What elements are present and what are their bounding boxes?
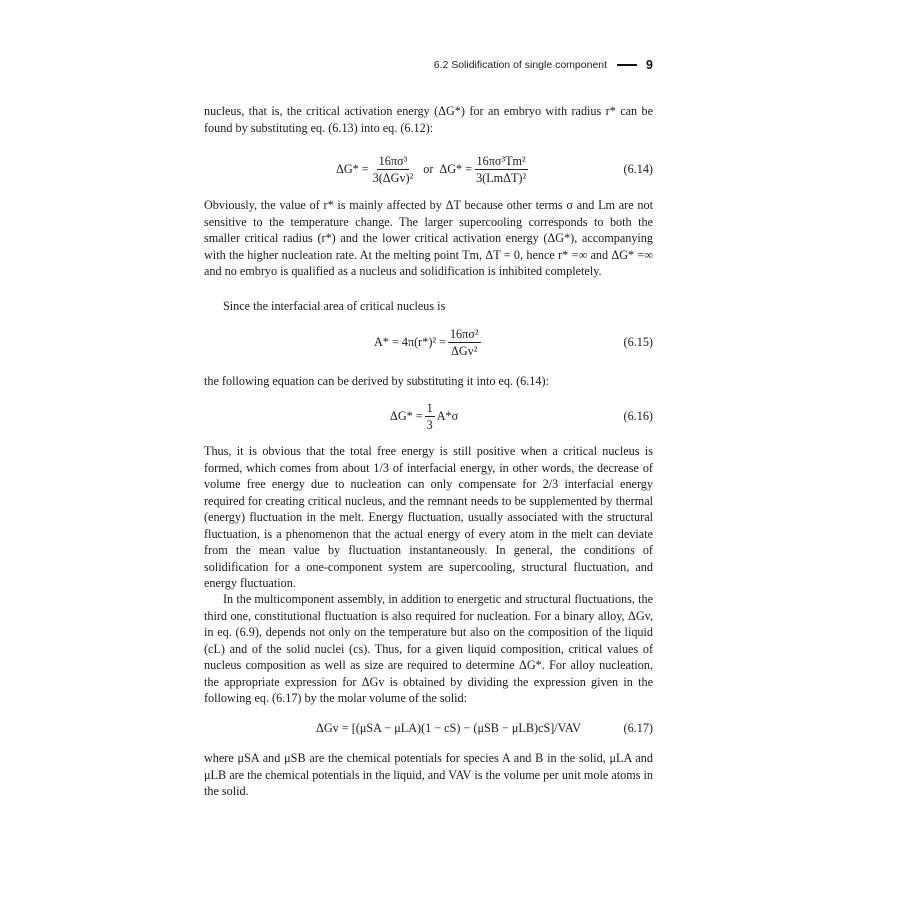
eq615-frac [448,327,481,358]
equation-6-14 [204,149,653,189]
equation-6-17-math [316,721,581,736]
equation-6-15 [204,322,653,362]
eq616-num: 1 [426,400,433,415]
page-number: 9 [646,58,653,72]
equation-number: (6.14) [623,161,653,176]
section-title: 6.2 Solidification of single component [433,59,608,71]
eq614-connector: or [423,161,434,176]
eq614-lhs2: ΔG* = [439,161,473,176]
paragraph-5: Thus, it is obvious that the total free energy is still positive when a critical nucleus is formed, which comes from about 1/3 of interfacial energy, in other words, the decrease of volume free energy due to nucleation can only compensate for 2/3 interfacial energy required for creating critical nucleus, and the remnant needs to be supplemented by thermal (energy) fluctuation in the melt. Energy fluctuation, usually associated with the structural fluctuation, is a phenomenon that the actual energy of every atom in the melt can deviate from the mean value by fluctuation instantaneously. In general, the conditions of solidification for a one-component system are supercooling, structural fluctuation, and energy fluctuation. [204,444,653,590]
eq616-rhs: A*σ [436,408,459,423]
equation-6-17 [204,716,653,740]
eq616-frac [425,401,435,432]
eq614-frac2 [474,154,528,185]
eq614-den1: 3(ΔGv)² [372,170,414,185]
eq615-lhs: A* = 4π(r*)² = [374,334,446,349]
eq617-expr: ΔGv = [(μSA − μLA)(1 − cS) − (μSB − μLB)cS]/VAV [316,720,581,735]
eq614-num2: 16πσ³Tm² [476,153,526,168]
eq615-num: 16πσ² [449,326,479,341]
eq615-den: ΔGv² [451,343,478,358]
paragraph-3: Since the interfacial area of critical nucleus is [223,299,446,313]
eq616-den: 3 [426,417,433,432]
paragraph-7: where μSA and μSB are the chemical potentials for species A and B in the solid, μLA and μLB are the chemical potentials in the liquid, and VAV is the volume per unit mole atoms in the solid. [204,751,653,798]
equation-number: (6.16) [623,408,653,423]
equation-6-16 [204,396,653,436]
running-header [204,57,653,73]
paragraph-6: In the multicomponent assembly, in addition to energetic and structural fluctuations, the third one, constitutional fluctuation is also required for nucleation. For a binary alloy, ΔGv, in eq. (6.9), depends not only on the temperature but also on the composition of the liquid (cL) and of the solid nuclei (cs). Thus, for a given liquid composition, critical values of nucleus composition as well as size are required to determine ΔG*. For alloy nucleation, the appropriate expression for ΔGv is obtained by dividing the expression given in the following eq. (6.17) by the molar volume of the solid: [204,592,653,705]
eq614-lhs1: ΔG* = [336,161,369,176]
eq614-num1: 16πσ³ [378,153,408,168]
paragraph-4: the following equation can be derived by substituting it into eq. (6.14): [204,374,549,388]
equation-number: (6.17) [623,720,653,735]
paragraph-1: nucleus, that is, the critical activation energy (ΔG*) for an embryo with radius r* can be found by substituting eq. (6.13) into eq. (6.12): [204,104,653,135]
equation-number: (6.15) [623,334,653,349]
header-rule [617,64,637,66]
eq614-frac1 [371,154,416,185]
paragraph-2: Obviously, the value of r* is mainly affected by ΔT because other terms σ and Lm are not sensitive to the temperature change. The larger supercooling corresponds to both the smaller critical radius (r*) and the lower critical activation energy (ΔG*), accompanying with the higher nucleation rate. At the melting point Tm, ΔT = 0, hence r* =∞ and ΔG* =∞ and no embryo is qualified as a nucleus and solidification is inhibited completely. [204,198,653,278]
equation-6-15-math [374,327,483,358]
eq616-lhs: ΔG* = [390,408,423,423]
equation-6-14-math [336,154,530,185]
eq614-den2: 3(LmΔT)² [476,170,527,185]
equation-6-16-math [390,401,458,432]
